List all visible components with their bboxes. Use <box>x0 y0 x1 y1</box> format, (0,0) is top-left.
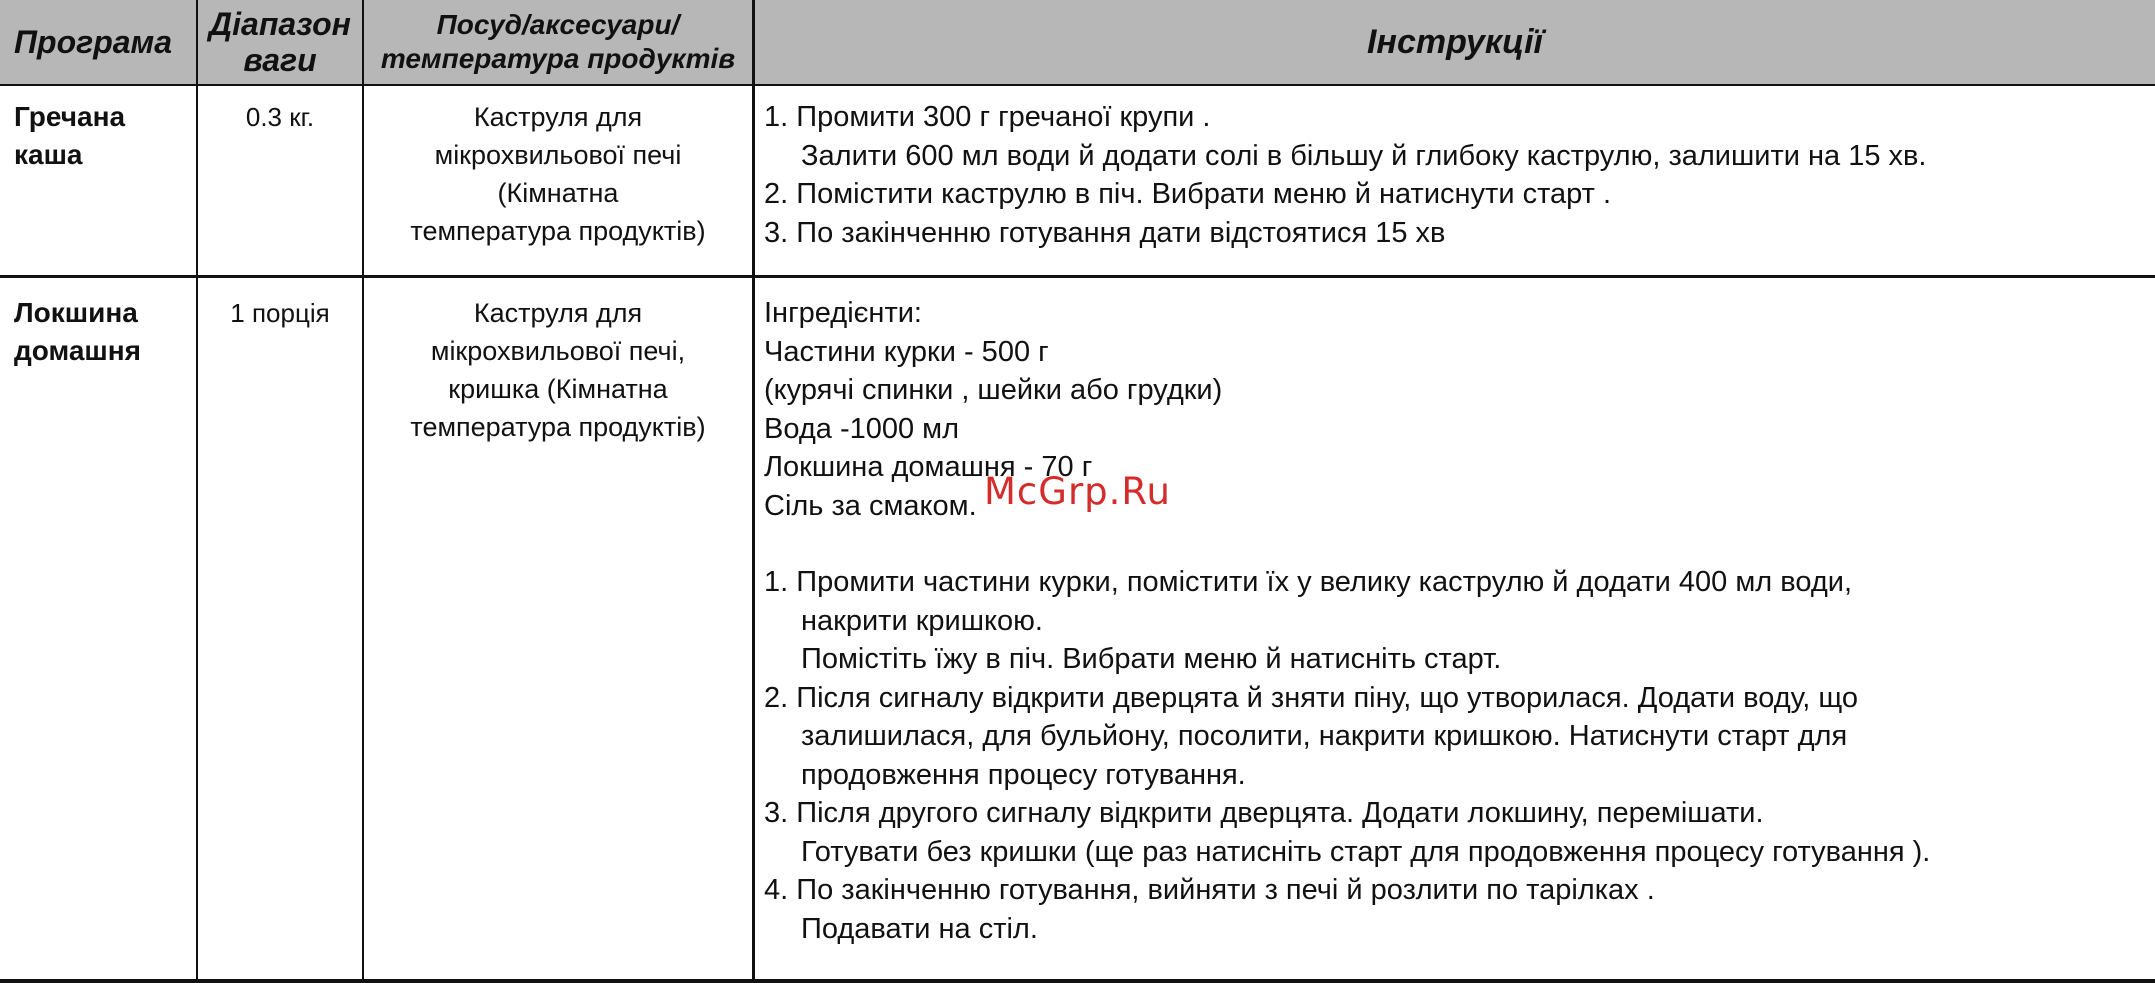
instruction-line: Подавати на стіл. <box>801 912 1038 945</box>
instruction-line: 1. Промити частини курки, помістити їх у велику каструлю й додати 400 мл води, <box>764 566 1853 598</box>
ingredient-line: Частини курки - 500 г <box>764 335 1049 368</box>
table-row-weight: 0.3 кг. <box>245 102 315 132</box>
dish-line: Каструля для <box>473 298 643 328</box>
dish-line: кришка (Кімнатна <box>448 374 668 404</box>
header-weight-line1: Діапазон <box>209 6 351 42</box>
instruction-line: Залити 600 мл води й додати солі в більшу й глибоку каструлю, залишити на 15 хв. <box>801 139 1927 172</box>
header-weight-range <box>198 0 362 84</box>
row-divider <box>0 84 2155 86</box>
program-line: домашня <box>14 335 142 366</box>
program-line: Локшина <box>14 297 138 328</box>
program-line: Гречана <box>14 101 126 132</box>
dish-line: (Кімнатна <box>497 178 619 208</box>
ingredient-line: Локшина домашня - 70 г <box>764 451 1093 483</box>
row-divider <box>0 275 2155 278</box>
header-instructions: Інструкції <box>1366 22 1543 61</box>
header-dishware <box>364 0 752 84</box>
watermark: McGrp.Ru <box>984 470 1171 513</box>
ingredient-line: (курячі спинки , шейки або грудки) <box>764 374 1223 406</box>
dish-line: температура продуктів) <box>410 412 706 442</box>
header-dish-line1: Посуд/аксесуари/ <box>436 9 680 40</box>
ingredient-line: Сіль за смаком. <box>764 489 977 522</box>
table-row-program <box>14 294 194 370</box>
header-dish-line2: температура продуктів <box>380 43 736 74</box>
table-row-program <box>14 98 194 174</box>
instruction-line: накрити кришкою. <box>801 604 1043 637</box>
column-divider <box>196 0 198 983</box>
instruction-line: 1. Промити 300 г гречаної крупи . <box>764 101 1211 133</box>
table-row-dishware <box>364 294 752 446</box>
instruction-line: Готувати без кришки (ще раз натисніть старт для продовження процесу готування ). <box>801 835 1931 868</box>
dish-line: температура продуктів) <box>410 216 706 246</box>
header-program: Програма <box>14 23 172 60</box>
ingredient-line: Інгредієнти: <box>764 297 922 329</box>
instruction-line: 2. Помістити каструлю в піч. Вибрати меню й натиснути старт . <box>764 178 1612 210</box>
header-weight-line2: ваги <box>243 42 317 78</box>
instruction-line: продовження процесу готування. <box>801 758 1246 791</box>
row-divider <box>0 979 2155 983</box>
dish-line: мікрохвильової печі, <box>430 336 686 366</box>
dish-line: Каструля для <box>473 102 643 132</box>
table-row-instructions <box>764 294 2144 948</box>
ingredient-line: Вода -1000 мл <box>764 412 960 445</box>
table-row-instructions <box>764 98 2144 252</box>
spacer <box>764 525 2144 563</box>
instruction-line: залишилася, для бульйону, посолити, накрити кришкою. Натиснути старт для <box>801 720 1848 752</box>
instruction-line: 4. По закінченню готування, вийняти з печі й розлити по тарілках . <box>764 874 1655 906</box>
dish-line: мікрохвильової печі <box>434 140 682 170</box>
table-row-dishware <box>364 98 752 250</box>
program-line: каша <box>14 139 83 170</box>
instruction-line: 3. Після другого сигналу відкрити дверцята. Додати локшину, перемішати. <box>764 797 1764 829</box>
instruction-line: Помістіть їжу в піч. Вибрати меню й натисніть старт. <box>801 643 1502 675</box>
table-row-weight: 1 порція <box>230 298 330 328</box>
instruction-line: 2. Після сигналу відкрити дверцята й зняти піну, що утворилася. Додати воду, що <box>764 681 1859 714</box>
column-divider <box>752 0 755 983</box>
instruction-line: 3. По закінченню готування дати відстоятися 15 хв <box>764 216 1446 249</box>
